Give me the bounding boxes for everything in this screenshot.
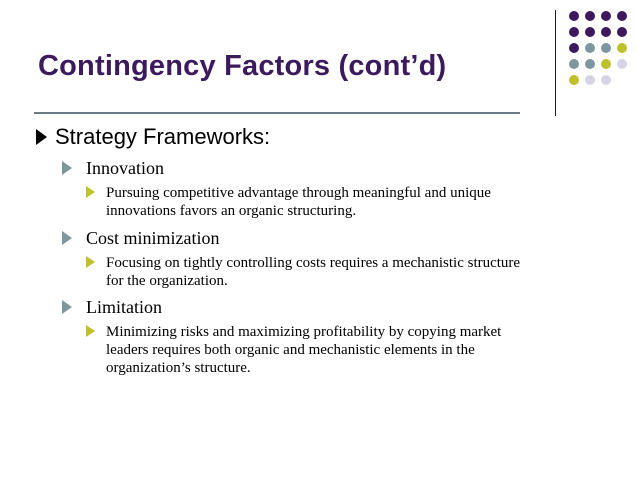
decoration-dot — [569, 59, 579, 69]
decoration-dot — [601, 43, 611, 53]
detail-line: organization’s structure. — [106, 360, 251, 376]
arrow-bullet-icon — [86, 186, 95, 198]
decoration-dot — [617, 11, 627, 21]
detail-line: Pursuing competitive advantage through meaningful and unique — [106, 185, 491, 201]
decoration-dot — [601, 11, 611, 21]
arrow-bullet-icon — [62, 231, 72, 245]
heading-text: Strategy Frameworks: — [55, 124, 271, 149]
decoration-dot — [617, 43, 627, 53]
detail-line: Minimizing risks and maximizing profitability by copying market — [106, 324, 502, 340]
decoration-dot — [617, 27, 627, 37]
arrow-bullet-icon — [62, 161, 72, 175]
decoration-dot — [569, 43, 579, 53]
decoration-dot — [601, 75, 611, 85]
list-item-label: Limitation — [86, 297, 162, 317]
detail-line: innovations favors an organic structuring. — [106, 203, 357, 219]
decoration-dot — [585, 75, 595, 85]
arrow-bullet-icon — [86, 256, 95, 268]
decoration-dot — [569, 75, 579, 85]
decoration-dot — [601, 59, 611, 69]
title-underline — [34, 112, 520, 114]
vertical-divider — [555, 10, 556, 116]
decoration-dot — [617, 59, 627, 69]
slide-title: Contingency Factors (cont’d) — [38, 50, 447, 82]
decoration-dot — [585, 11, 595, 21]
arrow-bullet-icon — [86, 325, 95, 337]
decoration-dot — [569, 11, 579, 21]
list-item-label: Cost minimization — [86, 228, 220, 248]
decoration-dot — [569, 27, 579, 37]
list-item-label: Innovation — [86, 158, 164, 178]
detail-line: leaders requires both organic and mechanistic elements in the — [106, 342, 475, 358]
detail-line: Focusing on tightly controlling costs requires a mechanistic structure — [106, 255, 521, 271]
decoration-dot — [585, 59, 595, 69]
arrow-bullet-icon — [62, 300, 72, 314]
arrow-bullet-icon — [36, 129, 47, 145]
decoration-dot — [585, 43, 595, 53]
detail-line: for the organization. — [106, 273, 228, 289]
decoration-dot — [601, 27, 611, 37]
decoration-dot — [585, 27, 595, 37]
